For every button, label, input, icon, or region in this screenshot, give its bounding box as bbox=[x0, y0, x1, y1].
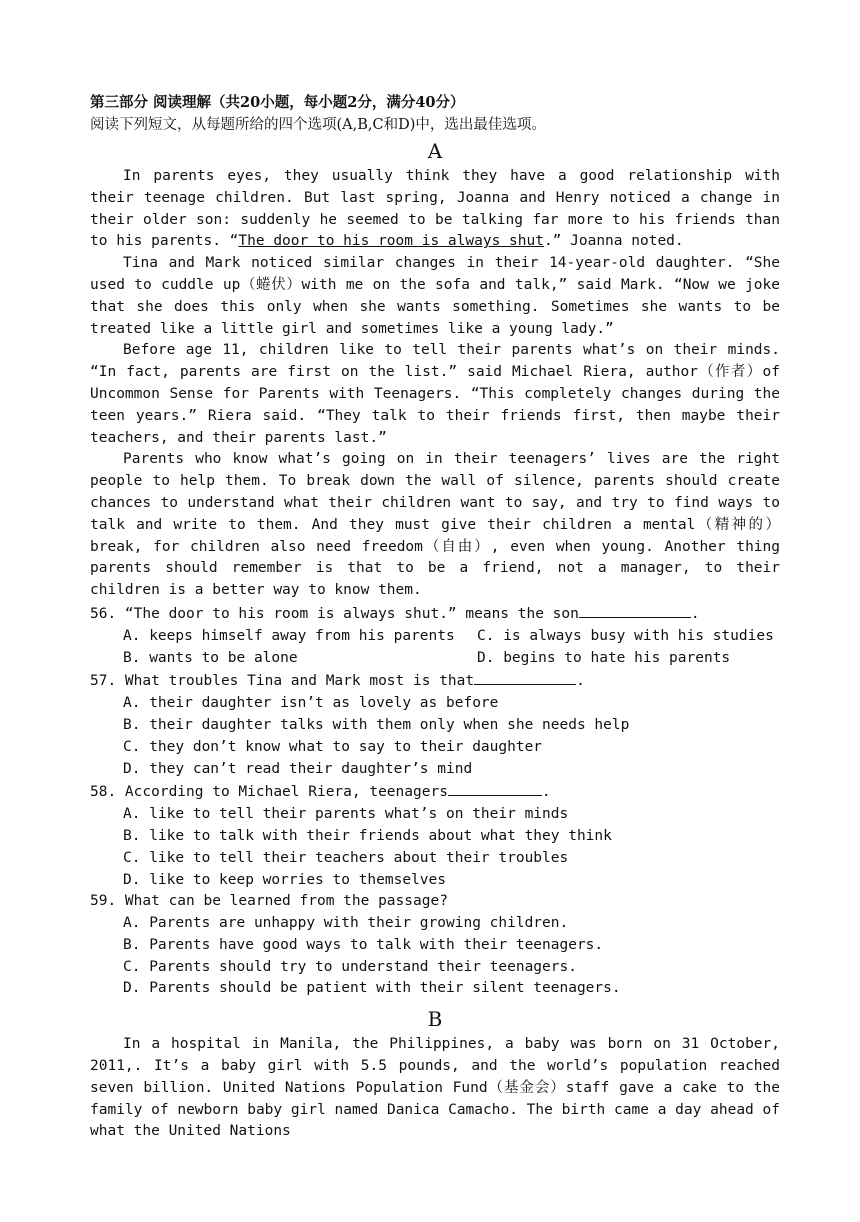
option-c[interactable]: C. is always busy with his studies bbox=[477, 627, 774, 644]
instruction: 阅读下列短文，从每题所给的四个选项(A,B,C和D)中，选出最佳选项。 bbox=[90, 117, 546, 133]
paragraph-text-end: .” Joanna noted. bbox=[543, 233, 684, 250]
option-b[interactable]: B. Parents have good ways to talk with their teenagers. bbox=[123, 936, 604, 953]
question-56 bbox=[90, 602, 780, 626]
paragraph-text: In a hospital in Manila, the Philippines, a baby was born on 31 October, 2011,. It’s a baby girl with 5.5 pounds, and the world’s population reached seven billion. United Nations Population Fund（基金会）staff gave a cake to the family of newborn baby girl named Danica Camacho. The birth came a day ahead of what the United Nations bbox=[90, 1036, 780, 1140]
passage-a-paragraph-4 bbox=[90, 449, 780, 602]
question-56-options-row-1 bbox=[90, 626, 780, 648]
answer-blank bbox=[579, 602, 691, 618]
option-b[interactable]: B. like to talk with their friends about what they think bbox=[123, 827, 612, 844]
underlined-sentence: The door to his room is always shut bbox=[238, 233, 544, 250]
question-59: 59. What can be learned from the passage? bbox=[90, 893, 448, 910]
passage-a-letter: A bbox=[427, 139, 443, 163]
exam-page bbox=[90, 92, 780, 1143]
question-end: . bbox=[690, 605, 700, 622]
paragraph-text: Tina and Mark noticed similar changes in their 14-year-old daughter. “She used to cuddle up（蜷伏）with me on the sofa and talk,” said Mark. “Now we joke that she does this only when she wants something. Sometimes she wants to be treated like a little girl and sometimes like a young lady.” bbox=[90, 255, 780, 337]
passage-a-paragraph-2 bbox=[90, 253, 780, 340]
option-c[interactable]: C. like to tell their teachers about their troubles bbox=[123, 849, 569, 866]
paragraph-text: Before age 11, children like to tell their parents what’s on their minds. “In fact, parents are first on the list.” said Michael Riera, author（作者）of Uncommon Sense for Parents with Teenagers. “This completely changes during the teen years.” Riera said. “They talk to their friends first, then maybe their teachers, and their parents last.” bbox=[90, 342, 780, 446]
question-57 bbox=[90, 669, 780, 693]
option-a[interactable]: A. keeps himself away from his parents bbox=[123, 627, 455, 644]
option-a[interactable]: A. like to tell their parents what’s on their minds bbox=[123, 806, 569, 823]
question-end: . bbox=[576, 673, 585, 690]
option-c[interactable]: C. they don’t know what to say to their daughter bbox=[123, 738, 543, 755]
option-b[interactable]: B. their daughter talks with them only when she needs help bbox=[123, 716, 630, 733]
option-c[interactable]: C. Parents should try to understand their teenagers. bbox=[123, 958, 577, 975]
question-58 bbox=[90, 780, 780, 804]
passage-a-paragraph-3 bbox=[90, 340, 780, 449]
question-stem: 58. According to Michael Riera, teenagers bbox=[90, 784, 448, 801]
option-d[interactable]: D. begins to hate his parents bbox=[477, 649, 731, 666]
answer-blank bbox=[448, 780, 542, 796]
question-stem: 56. “The door to his room is always shut.” means the son bbox=[90, 605, 579, 622]
passage-b-letter: B bbox=[427, 1007, 443, 1032]
answer-blank bbox=[474, 669, 576, 685]
option-a[interactable]: A. their daughter isn’t as lovely as before bbox=[123, 695, 499, 712]
option-d[interactable]: D. Parents should be patient with their silent teenagers. bbox=[123, 980, 621, 997]
passage-b-paragraph-1 bbox=[90, 1034, 780, 1143]
question-56-options-row-2 bbox=[90, 648, 780, 670]
paragraph-text: Parents who know what’s going on in their teenagers’ lives are the right people to help them. To break down the wall of silence, parents should create chances to understand what their children want to say, and try to find ways to talk and write to them. And they must give their children a mental（精神的）break, for children also need freedom（自由）, even when young. Another thing parents should remember is that to be a friend, not a manager, to their children is a better way to know them. bbox=[90, 451, 780, 599]
option-a[interactable]: A. Parents are unhappy with their growing children. bbox=[123, 915, 569, 932]
option-d[interactable]: D. they can’t read their daughter’s mind bbox=[123, 760, 473, 777]
paragraph-text: In parents eyes, they usually think they have a good relationship with their teenage children. But last spring, Joanna and Henry noticed a change in their older son: suddenly he seemed to be talking far more to his friends than to his parents. “ bbox=[90, 168, 780, 250]
option-d[interactable]: D. like to keep worries to themselves bbox=[123, 871, 447, 888]
question-end: . bbox=[541, 784, 551, 801]
option-b[interactable]: B. wants to be alone bbox=[123, 649, 298, 666]
passage-a-paragraph-1 bbox=[90, 166, 780, 253]
part-title: 第三部分 阅读理解（共20小题，每小题2分，满分40分） bbox=[90, 94, 465, 111]
question-stem: 57. What troubles Tina and Mark most is that bbox=[90, 673, 475, 690]
